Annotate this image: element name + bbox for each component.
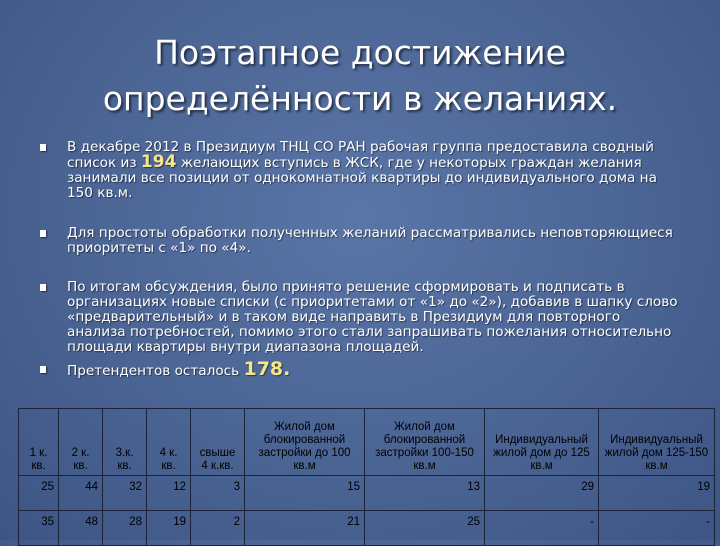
title-line-2: определённости в желаниях. [102, 79, 618, 118]
table-cell: 32 [103, 476, 147, 511]
table-header: Индивидуальный жилой дом 125-150 кв.м [599, 409, 715, 476]
table-cell: 12 [147, 476, 191, 511]
bullet-item-4 [40, 358, 680, 380]
table-cell: 2 [191, 511, 245, 546]
bullet-square-icon [40, 144, 46, 151]
table-cell: 48 [59, 511, 103, 546]
table-row [19, 511, 715, 546]
table-header: 4 к. кв. [147, 409, 191, 476]
table-row [19, 476, 715, 511]
count-178: 178. [243, 358, 291, 380]
table-cell: 25 [365, 511, 485, 546]
bullet-square-icon [40, 230, 46, 237]
bullet-text-2: Для простоты обработки полученных желаний рассматривались неповторяющиеся приоритеты с «1» по «4». [67, 225, 673, 256]
bullet-text-4 [67, 358, 680, 380]
bullet-text-3: По итогам обсуждения, было принято решение сформировать и подписать в организациях новые списки (с приоритетами от «1» до «2»), добавив в шапку слово «предварительный» и в таком виде направить в Президиум для повторного анализа потребностей, помимо этого стали запрашивать пожелания относительно площади квартиры внутри диапазона площадей. [67, 279, 678, 355]
priority-table [18, 408, 715, 546]
table-header: 2 к. кв. [59, 409, 103, 476]
title-line-1: Поэтапное достижение [154, 33, 566, 72]
bullet-square-icon [40, 366, 46, 373]
slide-title [60, 30, 660, 122]
table-cell: 29 [485, 476, 599, 511]
table-cell: 15 [245, 476, 365, 511]
count-194: 194 [140, 152, 177, 172]
bullet-1-post: желающих вступись в ЖСК, где у некоторых граждан желания занимали все позиции от однокомнатной квартиры до индивидуального дома на 150 кв.м. [67, 155, 657, 201]
table-cell: 44 [59, 476, 103, 511]
bullet-item-3 [40, 280, 680, 355]
table-cell: 21 [245, 511, 365, 546]
table-cell: 19 [147, 511, 191, 546]
table-header: Индивидуальный жилой дом до 125 кв.м [485, 409, 599, 476]
table-cell: 13 [365, 476, 485, 511]
bullet-item-1 [40, 140, 680, 201]
bullet-1-pre: В декабре 2012 в Президиум ТНЦ СО РАН рабочая группа предоставила сводный список из [67, 139, 654, 171]
table-cell: 35 [19, 511, 59, 546]
table-cell: - [485, 511, 599, 546]
table-header: свыше 4 к.кв. [191, 409, 245, 476]
bullet-item-2 [40, 226, 680, 256]
table-cell: 3 [191, 476, 245, 511]
table-cell: - [599, 511, 715, 546]
table-header-row [19, 409, 715, 476]
table-header: 1 к. кв. [19, 409, 59, 476]
table-cell: 25 [19, 476, 59, 511]
table-header: 3.к. кв. [103, 409, 147, 476]
bullet-4-pre: Претендентов осталось [67, 363, 244, 379]
table-header: Жилой дом блокированной застройки до 100 кв.м [245, 409, 365, 476]
bullet-text-1 [67, 140, 680, 201]
table-cell: 28 [103, 511, 147, 546]
table-header: Жилой дом блокированной застройки 100-150 кв.м [365, 409, 485, 476]
table-cell: 19 [599, 476, 715, 511]
bullet-square-icon [40, 284, 46, 291]
